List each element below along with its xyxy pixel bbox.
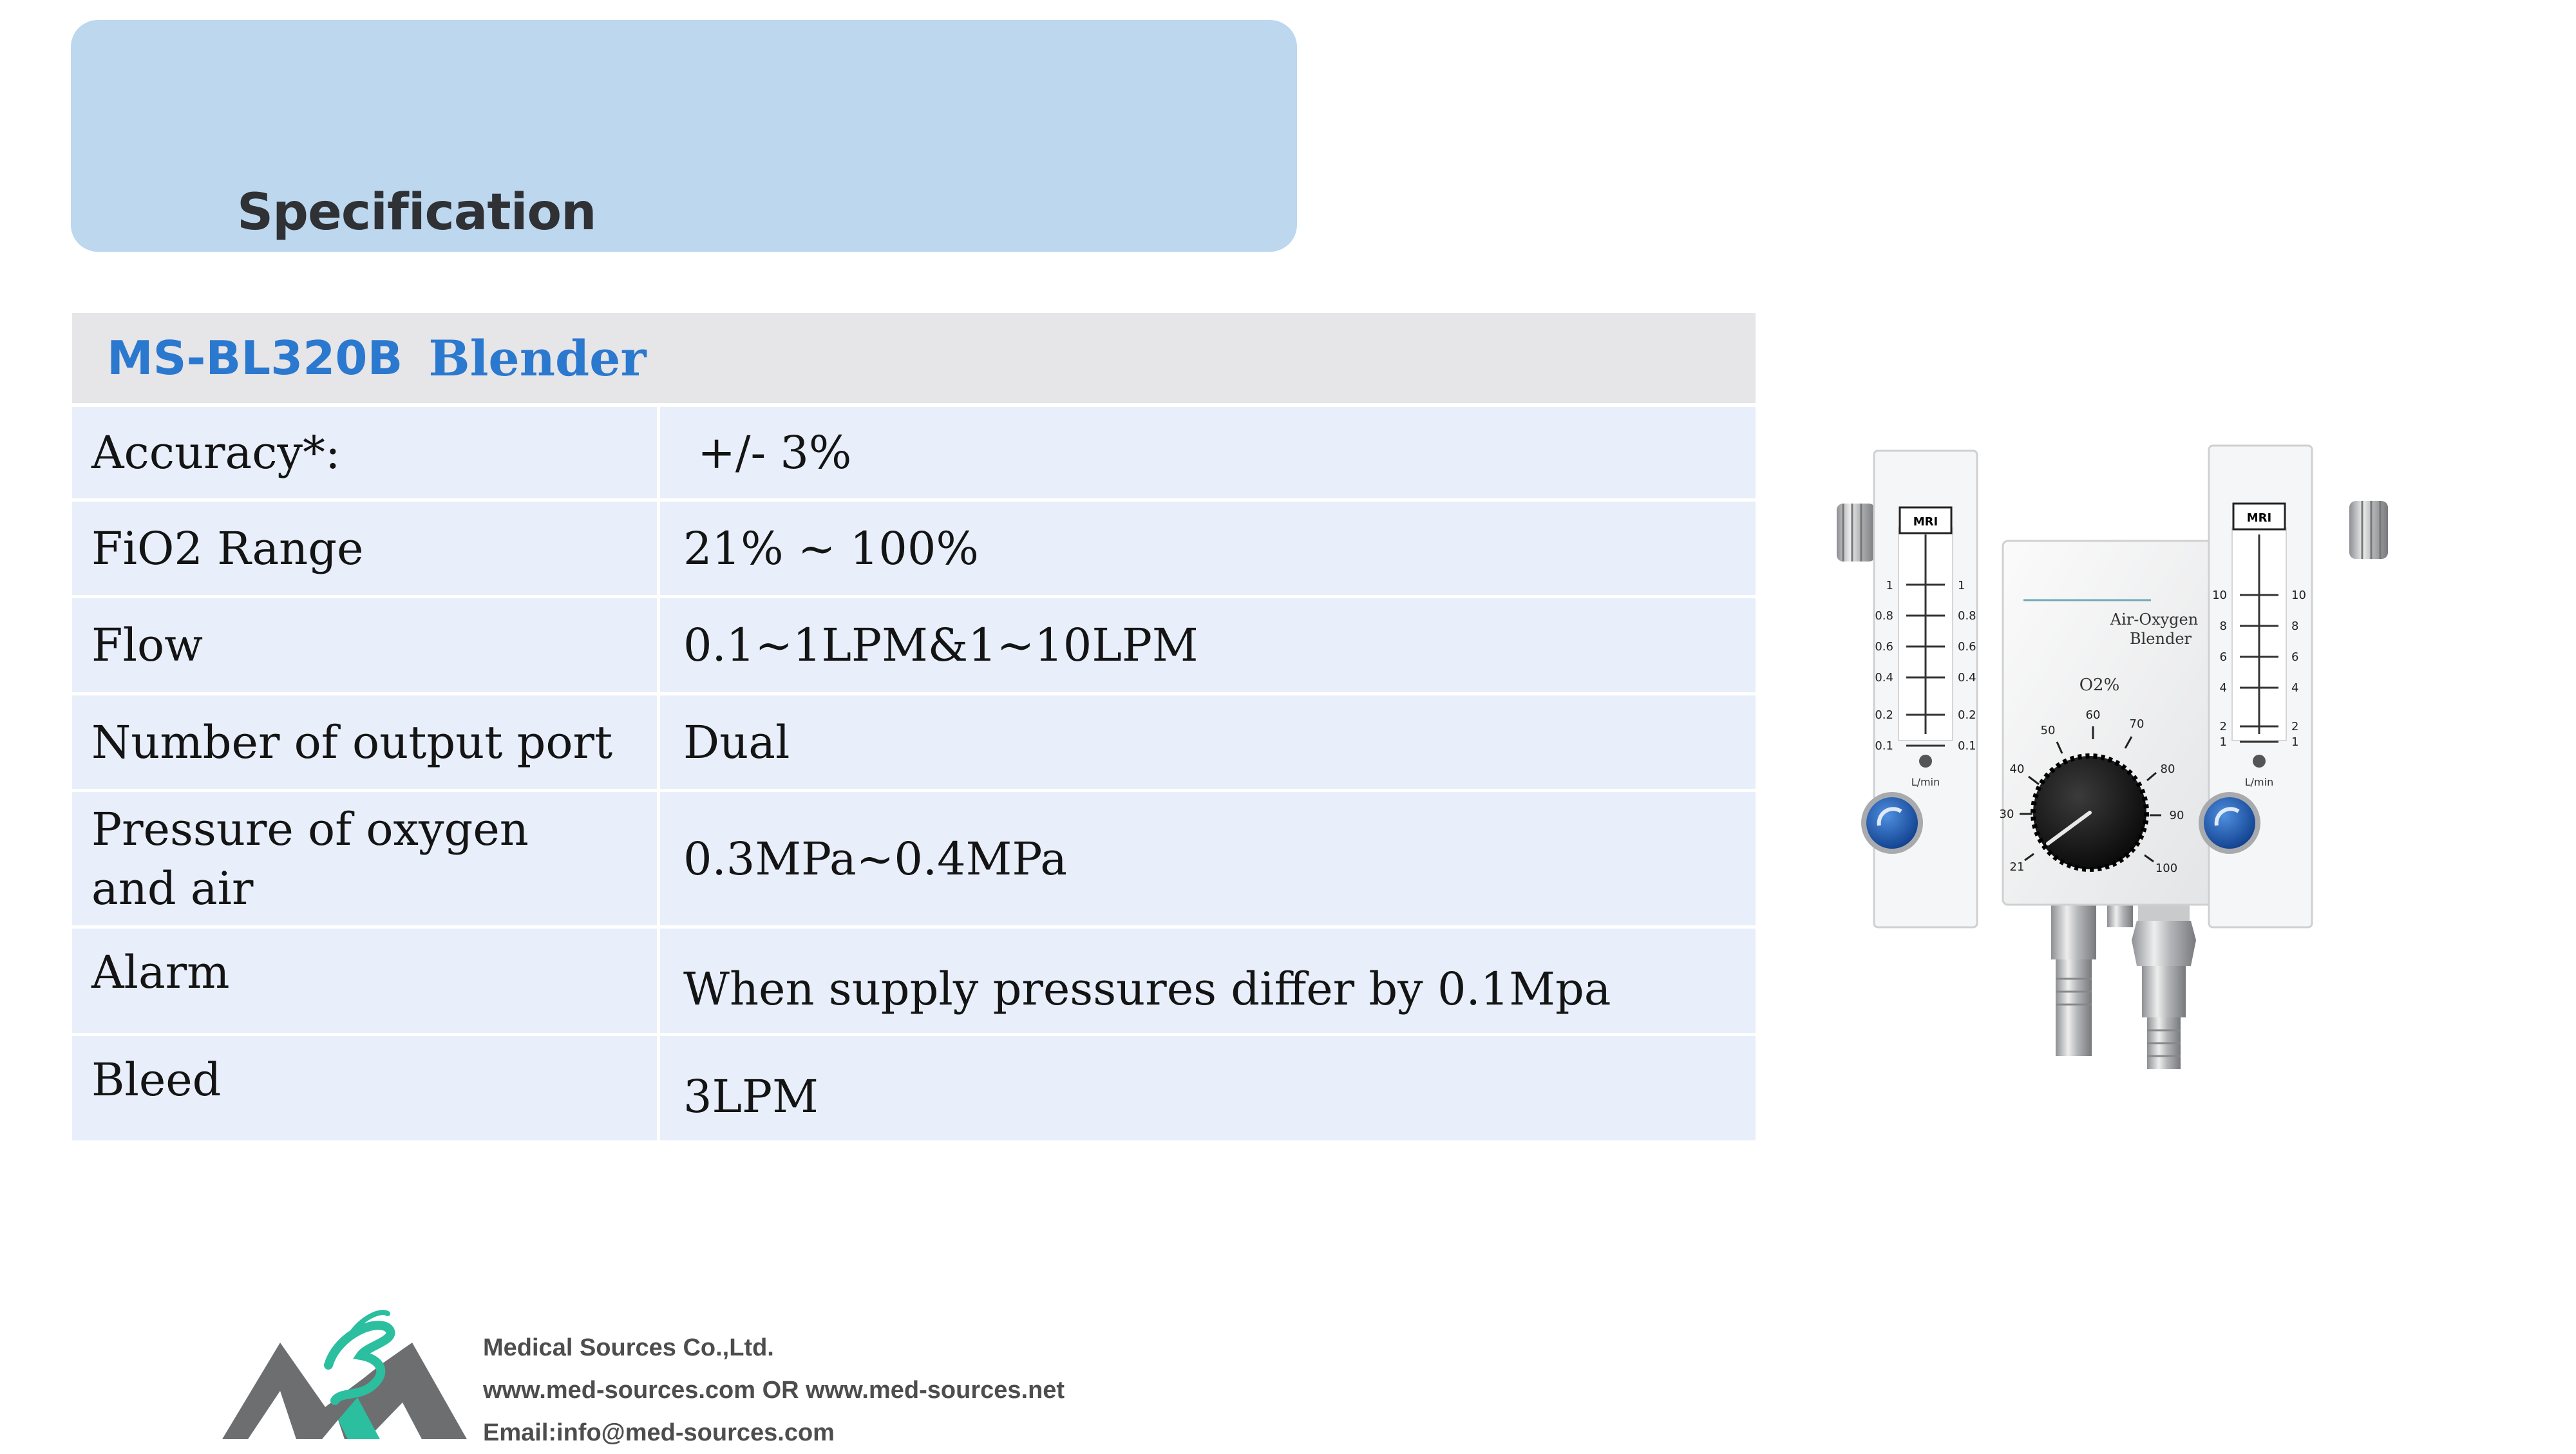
header-banner (71, 20, 1297, 252)
svg-text:10: 10 (2212, 589, 2227, 602)
product-image (1829, 431, 2396, 1082)
right-inlet-fitting (2349, 501, 2388, 559)
spec-table-header (72, 313, 1756, 403)
product-type: Blender (428, 329, 647, 387)
spec-row-alarm (72, 929, 1756, 1033)
spec-label: Flow (72, 598, 657, 692)
svg-text:21: 21 (2009, 860, 2025, 874)
spec-label: Number of output port (72, 695, 657, 789)
spec-row-flow (72, 598, 1756, 692)
company-email[interactable]: Email:info@med-sources.com (483, 1419, 835, 1446)
svg-text:40: 40 (2009, 762, 2025, 776)
svg-text:L/min: L/min (1911, 776, 1940, 788)
svg-text:0.2: 0.2 (1875, 708, 1893, 722)
svg-text:80: 80 (2160, 762, 2175, 776)
spec-value: 3LPM (660, 1036, 1756, 1140)
svg-text:0.6: 0.6 (1875, 640, 1893, 654)
svg-text:10: 10 (2291, 589, 2306, 602)
svg-text:Blender: Blender (2129, 630, 2192, 648)
svg-text:2: 2 (2291, 720, 2299, 733)
spec-row-output-ports (72, 695, 1756, 789)
svg-text:6: 6 (2291, 650, 2299, 664)
svg-text:0.8: 0.8 (1958, 609, 1976, 623)
svg-text:0.4: 0.4 (1958, 671, 1976, 685)
svg-text:MRI: MRI (2246, 511, 2272, 525)
svg-text:0.8: 0.8 (1875, 609, 1893, 623)
left-inlet-fitting (1837, 504, 1875, 562)
svg-text:8: 8 (2219, 619, 2227, 633)
svg-text:4: 4 (2219, 681, 2227, 695)
model-number: MS-BL320B (107, 331, 403, 385)
svg-text:MRI: MRI (1913, 515, 1938, 529)
spec-row-fio2-range (72, 502, 1756, 595)
spec-label: Alarm (72, 929, 657, 1033)
svg-text:0.1: 0.1 (1958, 739, 1976, 753)
svg-text:0.2: 0.2 (1958, 708, 1976, 722)
svg-text:6: 6 (2219, 650, 2227, 664)
svg-text:2: 2 (2219, 720, 2227, 733)
svg-text:90: 90 (2169, 809, 2184, 822)
spec-row-pressure (72, 792, 1756, 925)
right-flow-control-knob[interactable] (2199, 792, 2260, 854)
left-flowmeter (1874, 451, 1977, 927)
panel-label: Air-Oxygen (2110, 610, 2199, 628)
spec-label: Bleed (72, 1036, 657, 1140)
company-websites[interactable]: www.med-sources.com OR www.med-sources.net (483, 1377, 1065, 1404)
spec-value: Dual (660, 695, 1756, 789)
svg-text:4: 4 (2291, 681, 2299, 695)
svg-text:0.4: 0.4 (1875, 671, 1893, 685)
fio2-knob[interactable] (2033, 756, 2146, 869)
svg-text:1: 1 (1958, 579, 1965, 592)
svg-text:1: 1 (1886, 579, 1893, 592)
right-flowmeter (2209, 446, 2312, 927)
left-outlet-fitting (2051, 902, 2133, 1056)
spec-value: 0.3MPa~0.4MPa (660, 792, 1756, 925)
svg-text:0.1: 0.1 (1875, 739, 1893, 753)
company-logo (219, 1294, 470, 1442)
spec-label: Accuracy*: (72, 407, 657, 498)
spec-label: FiO2 Range (72, 502, 657, 595)
spec-row-bleed (72, 1036, 1756, 1140)
svg-text:0.6: 0.6 (1958, 640, 1976, 654)
svg-text:100: 100 (2155, 862, 2178, 875)
svg-text:1: 1 (2219, 735, 2227, 749)
knob-unit-label: O2% (2079, 675, 2120, 695)
svg-text:70: 70 (2129, 717, 2145, 731)
svg-text:L/min: L/min (2244, 776, 2274, 788)
company-contact (483, 1327, 1065, 1454)
spec-label: Pressure of oxygen and air (72, 792, 657, 925)
svg-text:30: 30 (1999, 807, 2014, 821)
company-name: Medical Sources Co.,Ltd. (483, 1334, 774, 1361)
spec-value: +/- 3% (660, 407, 1756, 498)
spec-value: 0.1~1LPM&1~10LPM (660, 598, 1756, 692)
svg-text:50: 50 (2040, 724, 2056, 737)
spec-value: 21% ~ 100% (660, 502, 1756, 595)
right-outlet-fitting (2132, 902, 2196, 1069)
svg-text:1: 1 (2291, 735, 2299, 749)
spec-table (72, 313, 1756, 1144)
spec-row-accuracy (72, 407, 1756, 498)
svg-text:60: 60 (2085, 708, 2101, 722)
spec-value: When supply pressures differ by 0.1Mpa (660, 929, 1756, 1033)
left-flow-control-knob[interactable] (1861, 792, 1923, 854)
page-title: Specification (237, 184, 596, 241)
svg-text:8: 8 (2291, 619, 2299, 633)
